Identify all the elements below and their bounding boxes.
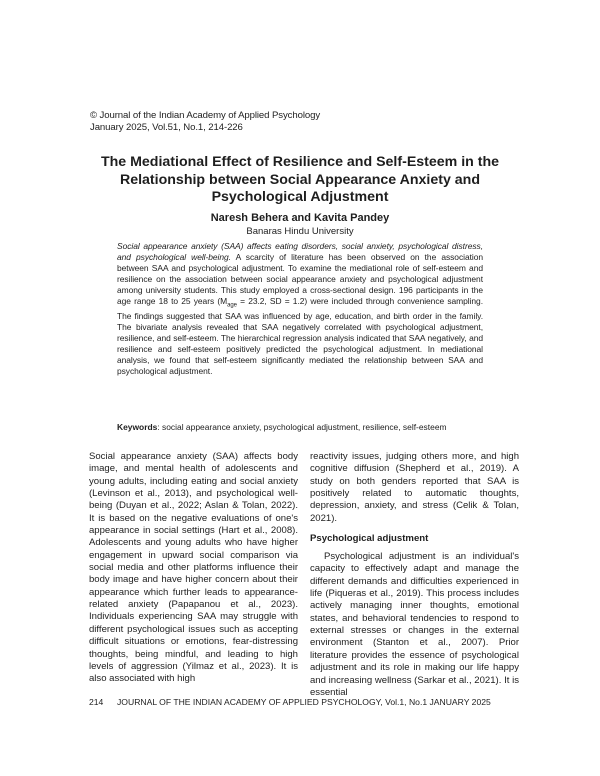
title-line-1: The Mediational Effect of Resilience and Self-Esteem in the <box>100 154 500 170</box>
mean-subscript: age <box>227 302 237 309</box>
intro-paragraph-continued: reactivity issues, judging others more, and high cognitive diffusion (Shepherd et al., 2019). A study on both genders reported that SAA is positively related to automatic thoughts, depression, anxiety, and stress (Celik & Tolan, 2021). <box>310 451 519 524</box>
copyright-line: © Journal of the Indian Academy of Applied Psychology <box>90 110 321 121</box>
abstract-body-end: = 23.2, SD = 1.2) were included through convenience sampling. The findings suggested that SAA was influenced by age, education, and birth order in the family. The bivariate analysis revealed that SAA negatively correlated with psychological adjustment, resilience, and self-esteem. The hierarchical regression analysis indicated that SAA negatively, and resilience and self-esteem positively predicted the psychological adjustment. In mediational analysis, we found that self-esteem significantly mediated the relationship between SAA and psychological adjustment. <box>117 295 483 377</box>
section-heading: Psychological adjustment <box>310 533 429 545</box>
page-number: 214 <box>89 697 104 707</box>
title-line-2: Relationship between Social Appearance Anxiety and <box>119 171 481 188</box>
page-footer <box>89 697 519 708</box>
paper-title <box>60 154 540 207</box>
abstract-body: A scarcity of literature has been observed on the association between SAA and psychological adjustment. To examine the mediational role of self-esteem and resilience on the association between social appearance anxiety and psychological adjustment among university students. This study employed a cross-sectional design. 196 participants in the age range 18 to 25 years (M <box>117 251 483 306</box>
keywords-list: : social appearance anxiety, psychological adjustment, resilience, self-esteem <box>157 422 447 432</box>
adjustment-paragraph: Psychological adjustment is an individual's capacity to effectively adapt and manage the different demands and difficulties experienced in life (Piqueras et al., 2019). This process includes actively managing inner thoughts, emotional states, and behavioral tendencies to respond to external stresses or changes in the external environment (Stanton et al., 2007). Prior literature provides the essence of psychological adjustment and its role in making our life happy and increasing wellness (Sarkar et al., 2021). It is essential <box>310 551 519 698</box>
body-column-right <box>310 451 519 699</box>
issue-line: January 2025, Vol.51, No.1, 214-226 <box>90 122 243 133</box>
abstract <box>117 241 483 377</box>
body-column-left <box>89 451 298 686</box>
intro-paragraph: Social appearance anxiety (SAA) affects body image, and mental health of adolescents and young adults, including eating and social anxiety (Levinson et al., 2013), and psychological well-being (Duyan et al., 2022; Aslan & Tolan, 2022). It is based on the negative evaluations of one's appearance in social settings (Hart et al., 2008). Adolescents and young adults who have higher engagement in upward social comparison via social media and other platforms influence their body image and have higher concern about their appearance which further leads to appearance-related anxiety (Papapanou et al., 2023). Individuals experiencing SAA may struggle with different psychological issues such as accepting difficult situations or emotions, fear-distressing thoughts, being mindful, and leading to high levels of aggression (Yilmaz et al., 2023). It is also associated with high <box>89 451 298 685</box>
running-title: JOURNAL OF THE INDIAN ACADEMY OF APPLIED PSYCHOLOGY, Vol.1, No.1 JANUARY 2025 <box>117 697 491 707</box>
keywords <box>117 422 483 433</box>
keywords-label: Keywords <box>117 422 158 432</box>
author-affiliation: Banaras Hindu University <box>246 226 354 237</box>
abstract-lead: Social appearance anxiety (SAA) affects eating disorders, social anxiety, psychological distress, and psychological well-being. <box>117 241 483 262</box>
author-names: Naresh Behera and Kavita Pandey <box>210 212 390 224</box>
journal-header <box>90 110 320 134</box>
title-line-3: Psychological Adjustment <box>211 189 389 205</box>
